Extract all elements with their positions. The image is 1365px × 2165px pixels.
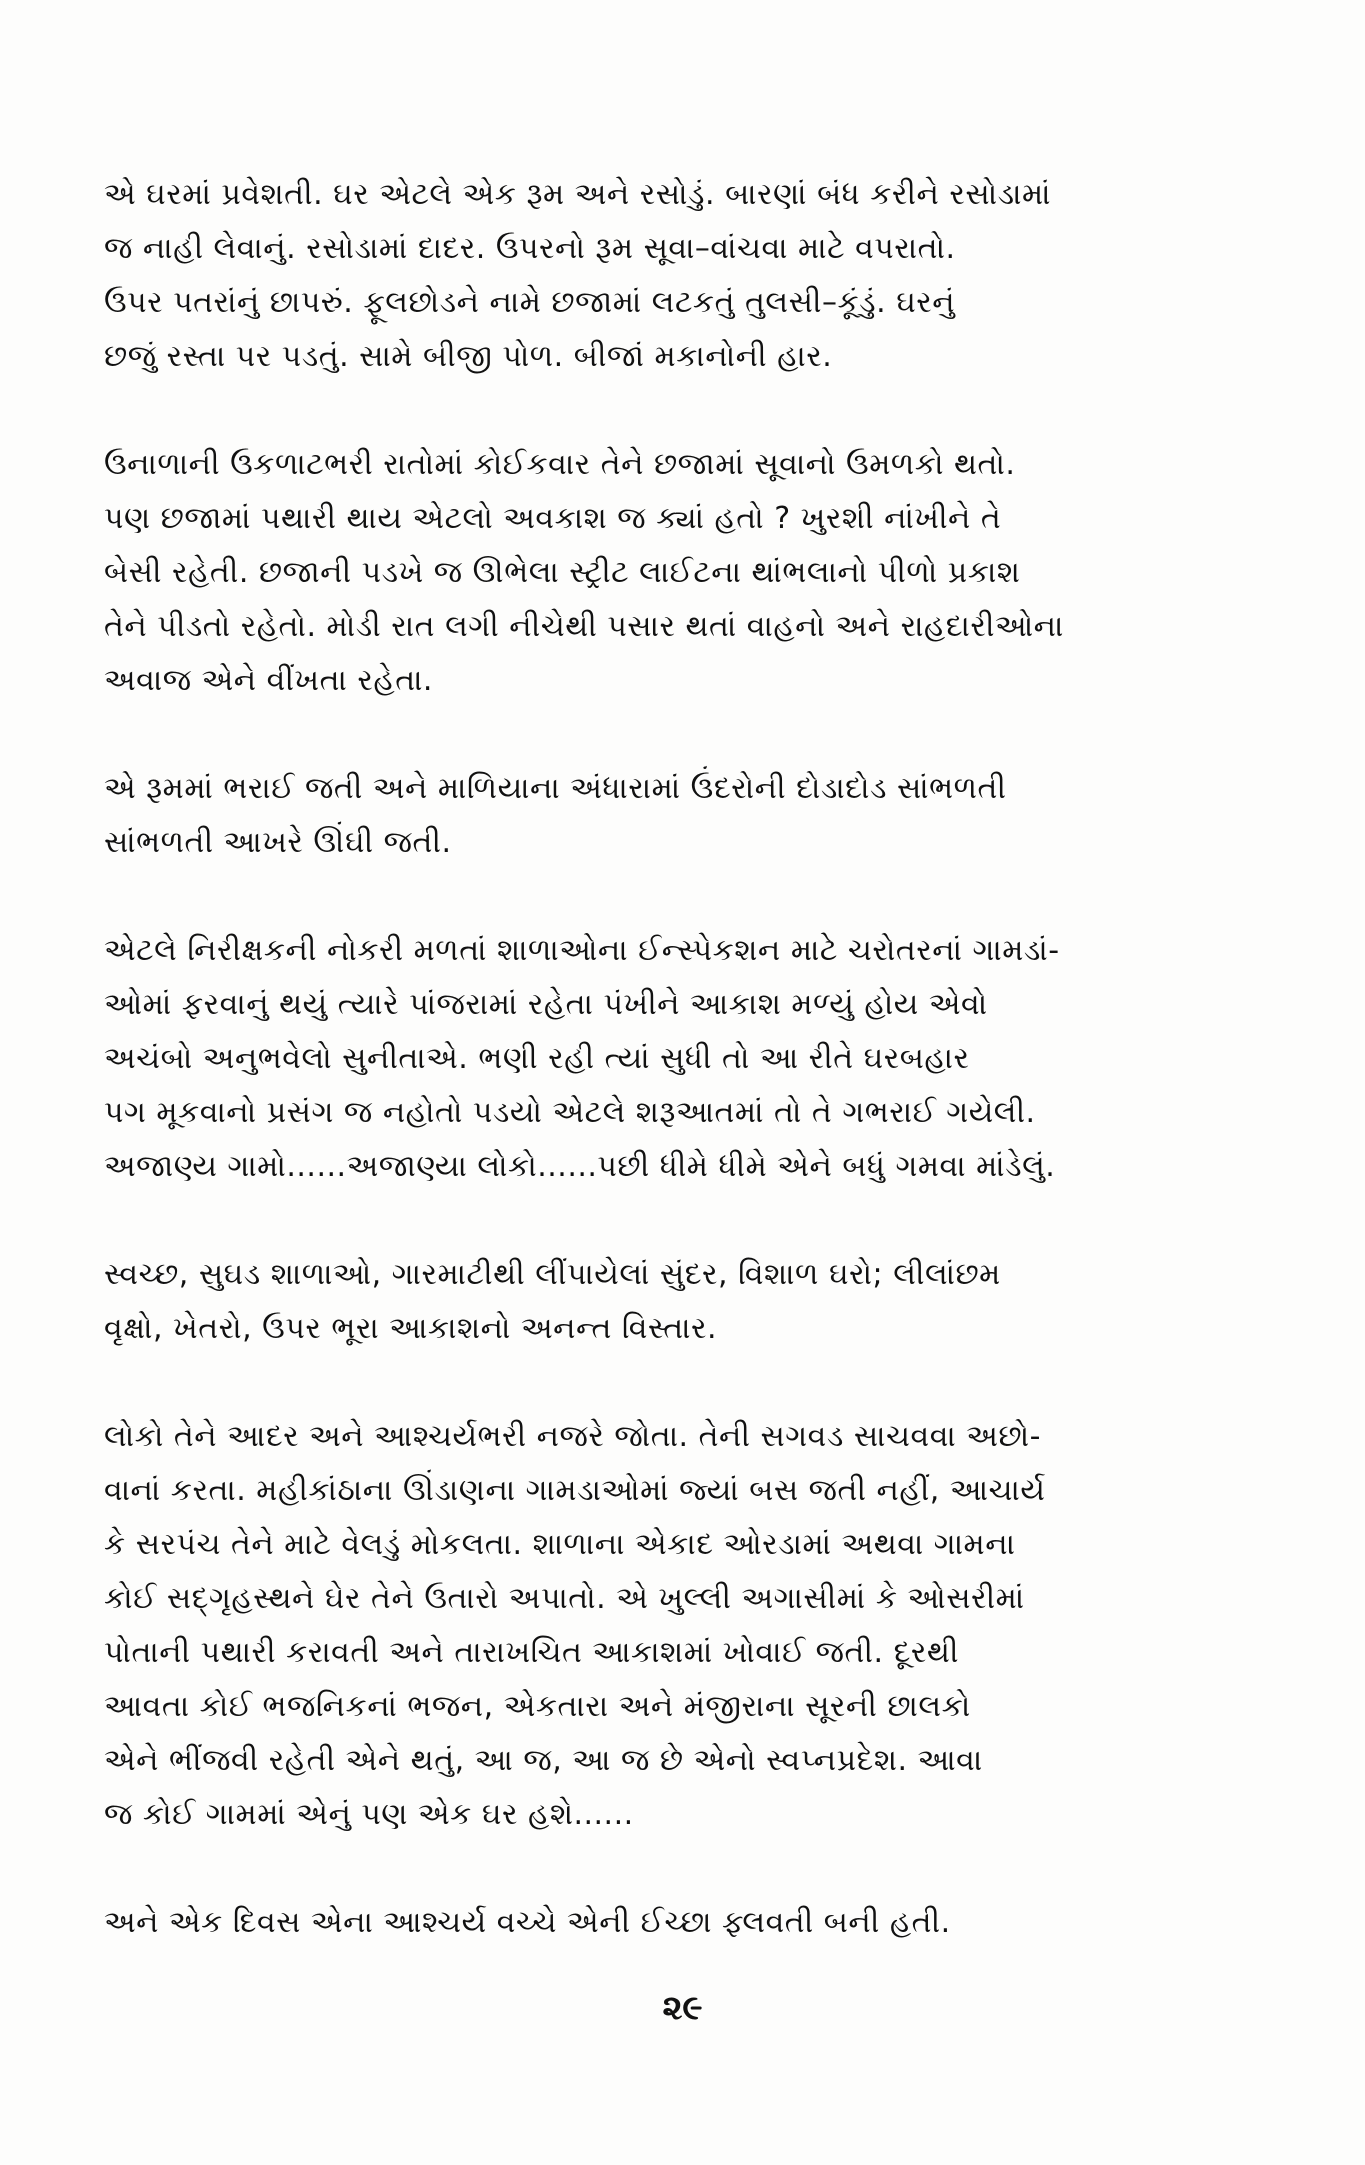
text-line: અવાજ એને વીંખતા રહેતા.: [104, 663, 433, 698]
text-line: ઉનાળાની ઉકળાટભરી રાતોમાં કોઈકવાર તેને છજામાં સૂવાનો ઉમળકો થતો.: [104, 447, 1016, 482]
paragraph-4: [104, 924, 1244, 1194]
paragraph-7: [104, 1896, 1244, 1950]
text-line: બેસી રહેતી. છજાની પડખે જ ઊભેલા સ્ટ્રીટ લાઈટના થાંભલાનો પીળો પ્રકાશ: [104, 555, 1021, 590]
text-line: ઓમાં ફરવાનું થયું ત્યારે પાંજરામાં રહેતા પંખીને આકાશ મળ્યું હોય એવો: [104, 987, 988, 1022]
text-line: જ કોઈ ગામમાં એનું પણ એક ઘર હશે......: [104, 1797, 634, 1832]
text-line: પગ મૂકવાનો પ્રસંગ જ નહોતો પડયો એટલે શરૂઆતમાં તો તે ગભરાઈ ગયેલી.: [104, 1095, 1036, 1130]
text-line: વાનાં કરતા. મહીકાંઠાના ઊંડાણના ગામડાઓમાં જ્યાં બસ જતી નહીં, આચાર્ય: [104, 1473, 1046, 1508]
page-number: ૨૯: [662, 1988, 703, 2028]
text-line: જ નાહી લેવાનું. રસોડામાં દાદર. ઉપરનો રૂમ સૂવા–વાંચવા માટે વપરાતો.: [104, 231, 956, 266]
text-line: અને એક દિવસ એના આશ્ચર્ય વચ્ચે એની ઈચ્છા ફ્લવતી બની હતી.: [104, 1905, 951, 1940]
paragraph-5: [104, 1248, 1244, 1356]
text-line: અચંબો અનુભવેલો સુનીતાએ. ભણી રહી ત્યાં સુધી તો આ રીતે ઘરબહાર: [104, 1041, 970, 1076]
text-line: એ રૂમમાં ભરાઈ જતી અને માળિયાના અંધારામાં ઉંદરોની દોડાદોડ સાંભળતી: [104, 771, 1007, 806]
text-line: વૃક્ષો, ખેતરો, ઉપર ભૂરા આકાશનો અનન્ત વિસ્તાર.: [104, 1311, 718, 1346]
text-line: એ ઘરમાં પ્રવેશતી. ઘર એટલે એક રૂમ અને રસોડું. બારણાં બંધ કરીને રસોડામાં: [104, 177, 1052, 212]
text-line: તેને પીડતો રહેતો. મોડી રાત લગી નીચેથી પસાર થતાં વાહનો અને રાહદારીઓના: [104, 609, 1064, 644]
text-line: એને ભીંજવી રહેતી એને થતું, આ જ, આ જ છે એનો સ્વપ્નપ્રદેશ. આવા: [104, 1743, 983, 1778]
text-line: સ્વચ્છ, સુઘડ શાળાઓ, ગારમાટીથી લીંપાયેલાં સુંદર, વિશાળ ઘરો; લીલાંછમ: [104, 1257, 1001, 1292]
body-text: [104, 168, 1244, 2004]
text-line: એટલે નિરીક્ષકની નોકરી મળતાં શાળાઓના ઈન્સ્પેકશન માટે ચરોતરનાં ગામડાં-: [104, 933, 1060, 968]
paragraph-6: [104, 1410, 1244, 1842]
text-line: લોકો તેને આદર અને આશ્ચર્યભરી નજરે જોતા. તેની સગવડ સાચવવા અછો-: [104, 1419, 1041, 1454]
paragraph-1: [104, 168, 1244, 384]
paragraph-3: [104, 762, 1244, 870]
text-line: કે સરપંચ તેને માટે વેલડું મોકલતા. શાળાના એકાદ ઓરડામાં અથવા ગામના: [104, 1527, 1016, 1562]
text-line: આવતા કોઈ ભજનિકનાં ભજન, એકતારા અને મંજીરાના સૂરની છાલકો: [104, 1689, 971, 1724]
text-line: ઉપર પતરાંનું છાપરું. ફૂલછોડને નામે છજામાં લટકતું તુલસી–કૂંડું. ઘરનું: [104, 285, 956, 320]
text-line: અજાણ્ય ગામો......અજાણ્યા લોકો......પછી ધીમે ધીમે એને બધું ગમવા માંડેલું.: [104, 1149, 1056, 1184]
paragraph-2: [104, 438, 1244, 708]
text-line: છજું રસ્તા પર પડતું. સામે બીજી પોળ. બીજાં મકાનોની હાર.: [104, 339, 833, 374]
text-line: કોઈ સદ્‌ગૃહસ્થને ઘેર તેને ઉતારો અપાતો. એ ખુલ્લી અગાસીમાં કે ઓસરીમાં: [104, 1581, 1025, 1616]
text-line: પણ છજામાં પથારી થાય એટલો અવકાશ જ ક્યાં હતો ? ખુરશી નાંખીને તે: [104, 501, 1002, 536]
text-line: પોતાની પથારી કરાવતી અને તારાખચિત આકાશમાં ખોવાઈ જતી. દૂરથી: [104, 1635, 959, 1670]
text-line: સાંભળતી આખરે ઊંઘી જતી.: [104, 825, 452, 860]
